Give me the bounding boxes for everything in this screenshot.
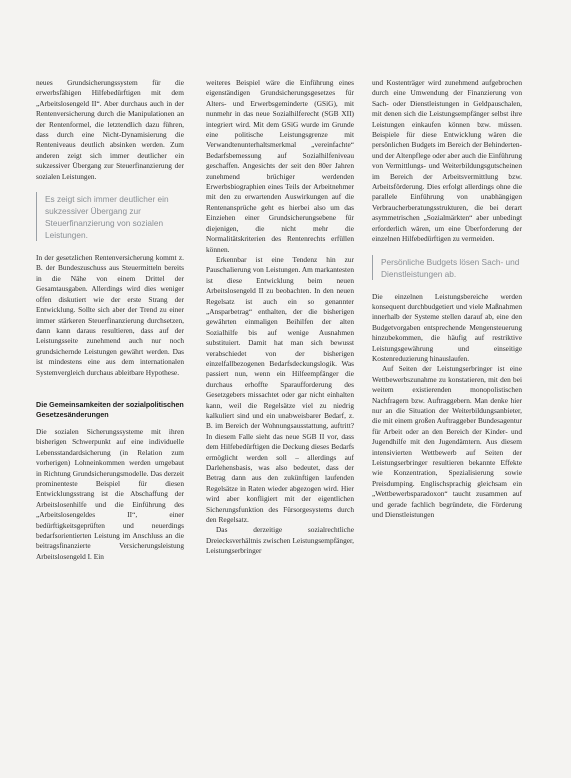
paragraph: In der gesetzlichen Rentenversicherung kommt z. B. der Bundeszuschuss aus Steuermitteln bereits in die Nähe von einem Drittel der Gesamtausgaben. Allerdings wird dies weniger offen diskutiert wie der erste Strang der Entwicklung. Sollte sich aber der Trend zu einer immer stärkeren Steuerfinanzierung durchsetzen, dann kann daraus resultieren, dass auf der Leistungsseite zunehmend auch nur noch grundsichernde Leistungen gewährt werden. Das ist mindestens eine aus dem internationalen Systemvergleich durchaus ableitbare Hypothese. [36,253,184,377]
paragraph: Das derzeitige sozialrechtliche Dreiecksverhältnis zwischen Leistungsempfänger, Leistungserbringer [206,525,354,556]
paragraph: und Kostenträger wird zunehmend aufgebrochen durch eine Umwendung der Finanzierung von Sach- oder Dienstleistungen in Geldpauschalen, mit denen sich die Leistungsempfänger selbst ihre Leistungen einkaufen können bzw. müssen. Beispiele für diese Entwicklung wären die persönlichen Budgets im Bereich der Behinderten- und der Altenpflege oder aber auch die Einführung von Vermittlungs- und Weiterbildungsgutscheinen im Bereich der Arbeitsvermittlung bzw. Arbeitsförderung. Dies erfolgt allerdings ohne die parallele Einführung von unabhängigen Verbraucherberatungsstrukturen, die bei derart asymmetrischen „Sozialmärkten“ aber unbedingt erforderlich wären, um eine Überforderung der einzelnen Hilfebedürftigen zu vermeiden. [372,78,522,244]
column-2 [206,78,354,557]
pull-quote: Es zeigt sich immer deutlicher ein sukzessiver Übergang zur Steuerfinanzierung von sozialen Leistungen. [36,192,184,241]
section-heading: Die Gemeinsamkeiten der sozialpolitischen Gesetzesänderungen [36,399,184,420]
column-1 [36,78,184,562]
paragraph: Die einzelnen Leistungsbereiche werden konsequent durchbudgetiert und viele Maßnahmen innerhalb der Systeme stellen darauf ab, eine den Budgetvorgaben entsprechende Mengensteuerung hinzubekommen, die häufig auf restriktive Leistungsgewährung und einseitige Kostenreduzierung hinauslaufen. [372,291,522,363]
paragraph: neues Grundsicherungssystem für die erwerbsfähigen Hilfebedürftigen mit dem „Arbeitslosengeld II“. Aber durchaus auch in der Rentenversicherung durch die Manipulationen an der Rentenformel, die letztendlich dazu führen, dass durch eine Nicht-Dynamisierung die Renteniveaus deutlich absinken werden. Zum anderen zeigt sich immer deutlicher ein sukzessiver Übergang zur Steuerfinanzierung der sozialen Leistungen. [36,78,184,181]
paragraph: weiteres Beispiel wäre die Einführung eines eigenständigen Grundsicherungsgesetzes für Alters- und Erwerbsgeminderte (GSiG), mit nunmehr in das neue Sozialhilferecht (SGB XII) integriert wird. Mit dem GSiG wurde im Grunde eine politische Leistungsgrenze mit Verwandtenunterhaltsmerkmal „vereinfachte“ Bedarfsbemessung auf Sozialhilfeniveau geschaffen. Angesichts der seit den 80er Jahren zunehmend brüchiger werdenden Erwerbsbiographien eines Teils der Arbeitnehmer mit den zu erwartenden Auswirkungen auf die Rentenansprüche geht es hierbei also um das Einziehen einer Grundsicherungsebene für diejenigen, die nicht mehr die Normalitätskriterien des Rentenrechts erfüllen können. [206,78,354,254]
column-3 [372,78,522,520]
paragraph: Erkennbar ist eine Tendenz hin zur Pauschalierung von Leistungen. Am markantesten ist diese Entwicklung beim neuen Arbeitslosengeld II zu beobachten. In den neuen Regelsatz ist auch ein so genannter „Ansparbetrag“ enthalten, der die bisherigen gewährten einmaligen Beihilfen der alten Sozialhilfe bis auf wenige Ausnahmen substituiert. Damit hat man sich bewusst verabschiedet von der bisherigen einzelfallbezogenen Bedarfsdeckungslogik. Was passiert nun, wenn ein Hilfeempfänger die durchaus erhoffte Sparaufforderung des Gesetzgebers missachtet oder gar nicht einhalten kann, weil die Regelsätze viel zu niedrig kalkuliert sind und ein unabweisbarer Bedarf, z. B. im Bereich der Wohnungsausstattung, auftritt? In diesem Falle sieht das neue SGB II vor, dass dem Hilfebedürftigen die Deckung dieses Bedarfs ermöglicht werden soll – allerdings auf Darlehensbasis, was also bedeutet, dass der Betrag dann aus den zukünftigen laufenden Regelsätze in Raten wieder abgezogen wird. Hier wird aber konfligiert mit der eigentlichen Sicherungsfunktion des Fürsorgesystems durch den Regelsatz. [206,254,354,525]
pull-quote: Persönliche Budgets lösen Sach- und Dienstleistungen ab. [372,255,522,280]
paragraph: Die sozialen Sicherungssysteme mit ihren bisherigen Schwerpunkt auf eine individuelle Lebensstandardsicherung (in Relation zum vorherigen) Lohneinkommen werden umgebaut in Richtung Grundsicherungsmodelle. Das derzeit prominenteste Beispiel für diesen Entwicklungsstrang ist die Abschaffung der Arbeitslosenhilfe und die Einführung des „Arbeitslosengeldes II“, einer bedürftigkeitsgeprüften und neuerdings bedarfsorientierten Leistung im Anschluss an die beitragsfinanzierte Versicherungsleistung Arbeitslosengeld I. Ein [36,426,184,561]
paragraph: Auf Seiten der Leistungserbringer ist eine Wettbewerbszunahme zu konstatieren, mit den bei weitem existierenden monopolistischen Nachfragern bzw. Auftraggebern. Man denke hier nur an die Situation der Weiterbildungsanbieter, die mit einem großen Auftraggeber Bundesagentur für Arbeit oder an den Bereich der Kinder- und Jugendhilfe mit den Jugendämtern. Aus diesem intensivierten Wettbewerb auf Seiten der Leistungserbringer resultieren bekannte Effekte wie Konzentration, Spezialisierung sowie Preisdumping. Englischsprachig gleichsam ein „Wettbewerbsparadoxon“ taucht zusammen auf und gerade fachlich begründete, die Förderung und Dienstleistungen [372,364,522,520]
